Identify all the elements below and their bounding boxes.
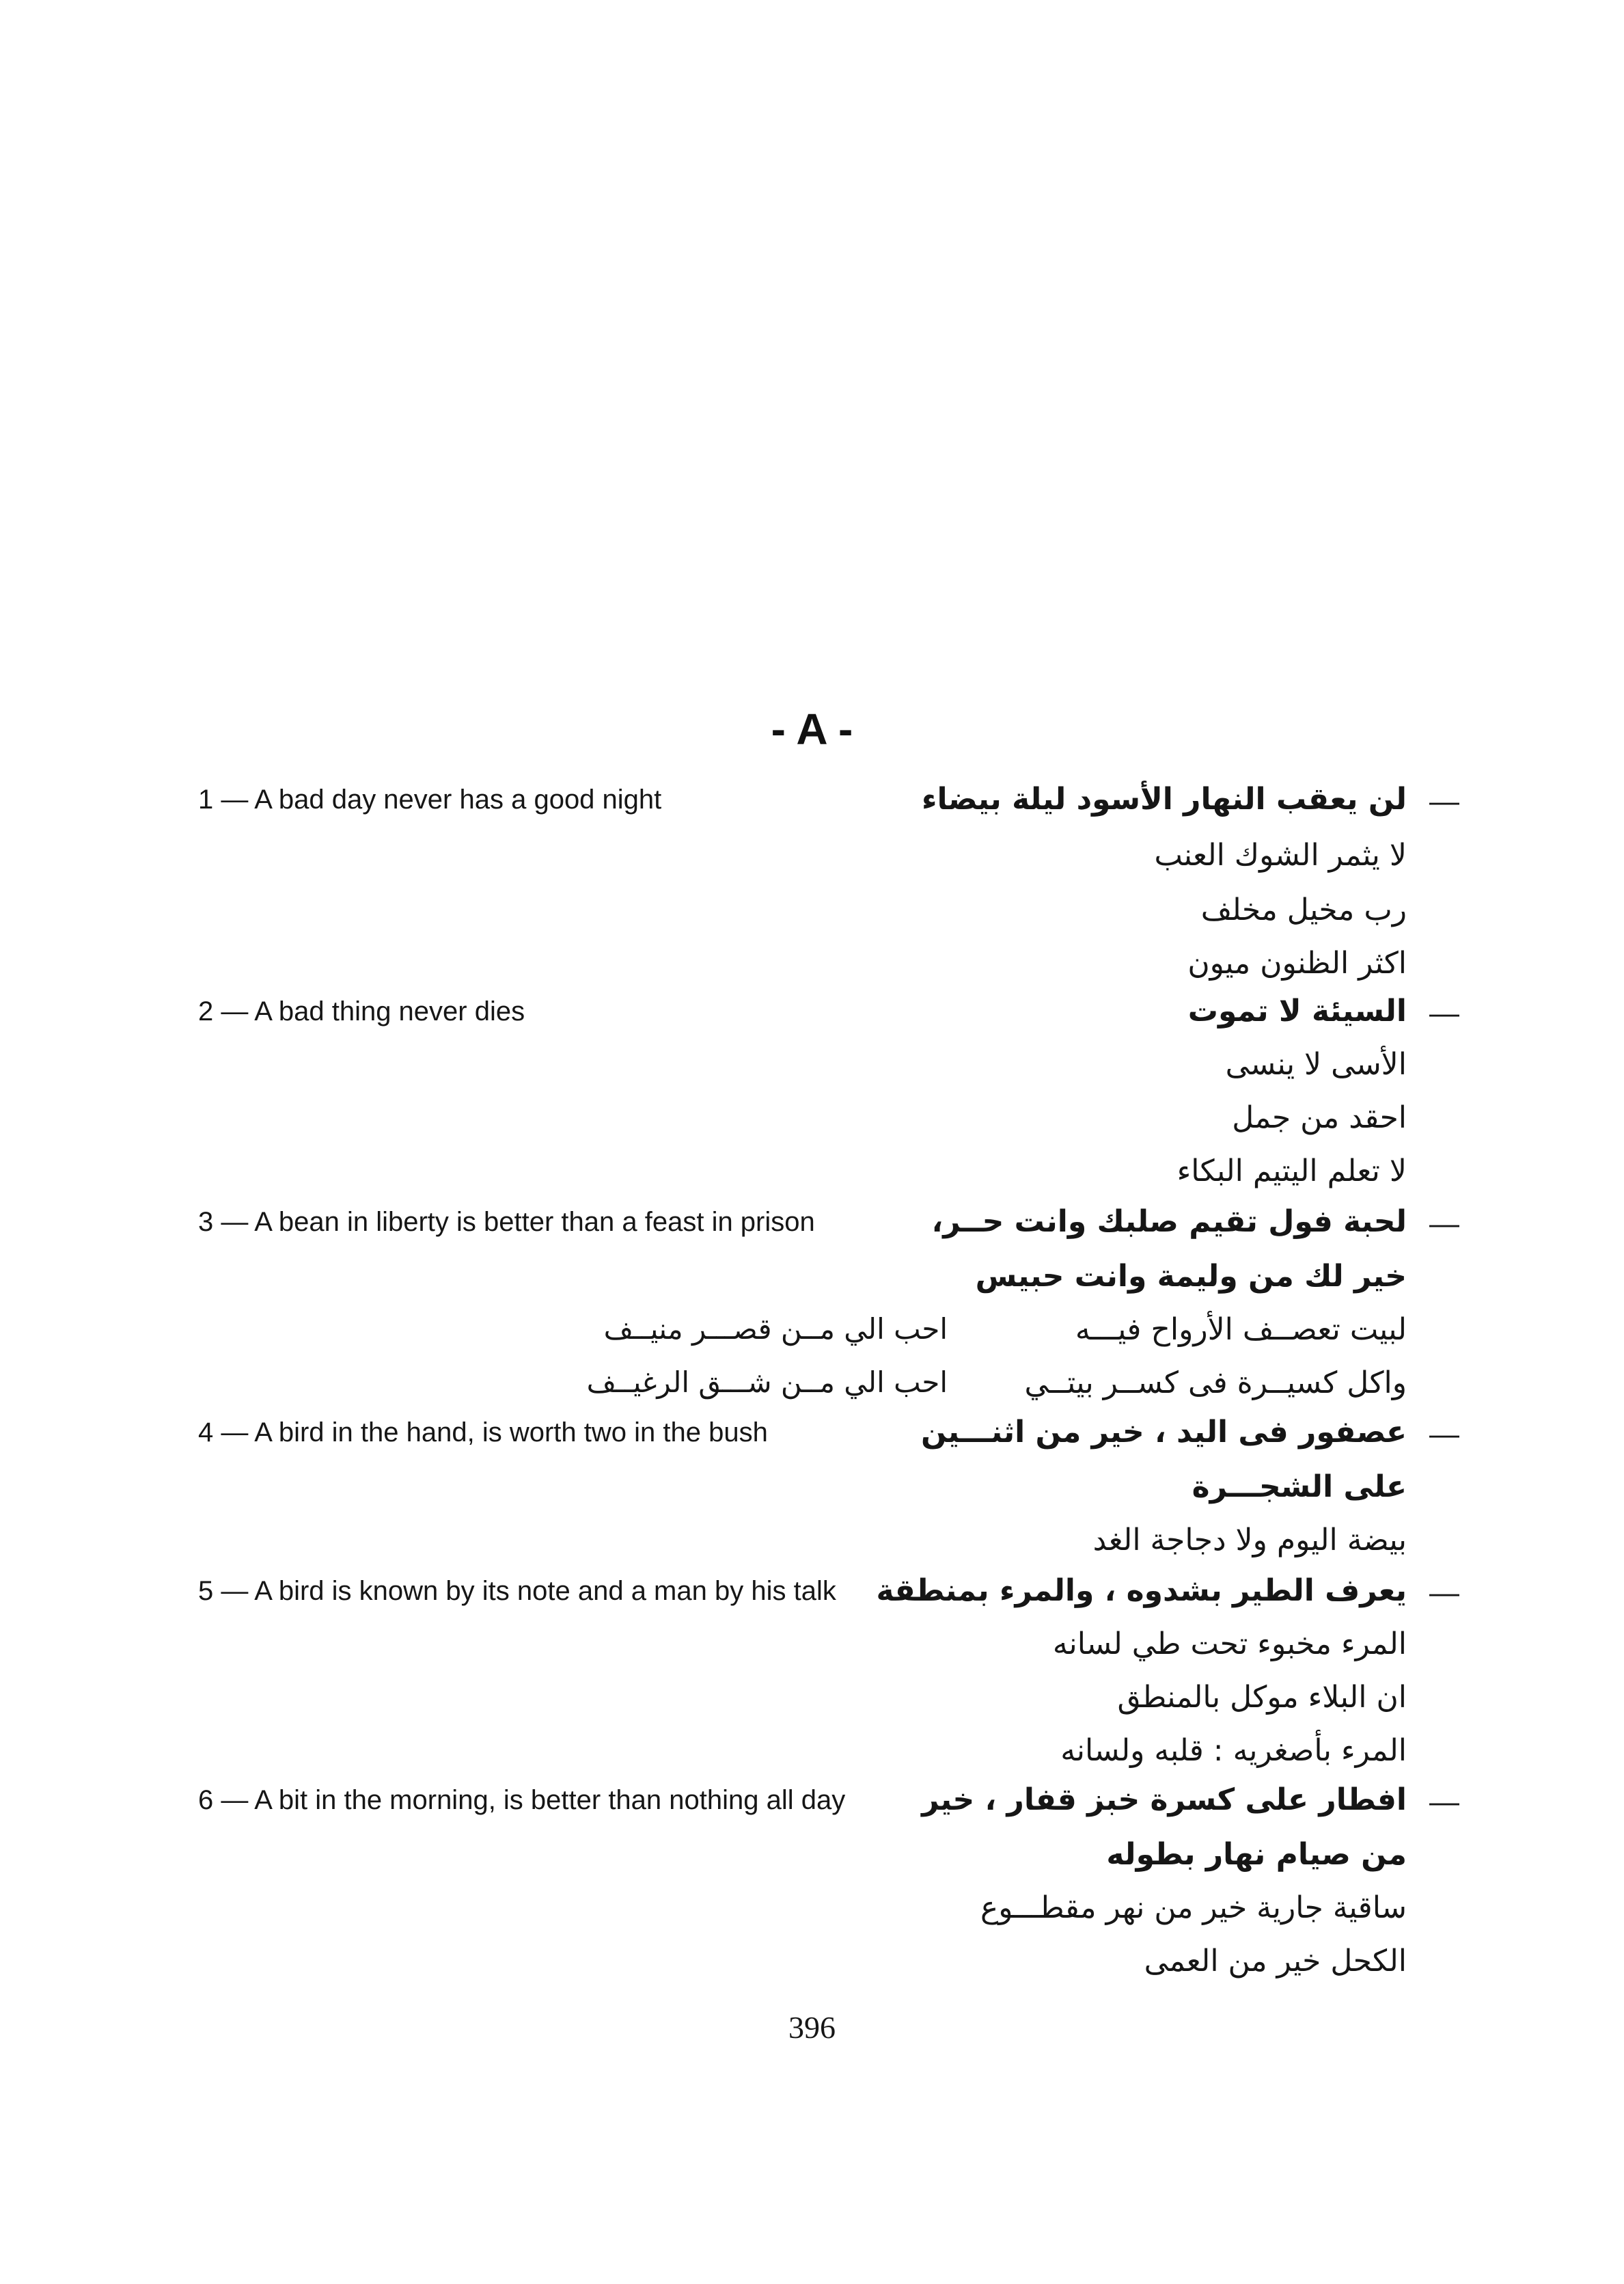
arabic-variant: المرء مخبوء تحت طي لسانه: [1052, 1627, 1407, 1661]
arabic-variant: لا يثمر الشوك العنب: [1154, 838, 1407, 873]
arabic-proverb-2: السيئة لا تموت: [1187, 994, 1407, 1029]
english-proverb-2: 2 — A bad thing never dies: [198, 996, 525, 1027]
arabic-proverb-3-cont: خير لك من وليمة وانت حبيس: [975, 1259, 1407, 1294]
arabic-proverb-6: افطار على كسرة خبز قفار ، خير: [922, 1782, 1407, 1817]
english-proverb-6: 6 — A bit in the morning, is better than nothing all day: [198, 1785, 846, 1815]
entry-dash-3: —: [1429, 1207, 1459, 1240]
arabic-variant: لا تعلم اليتيم البكاء: [1176, 1154, 1407, 1188]
arabic-proverb-4: عصفور فى اليد ، خير من اثنـــين: [920, 1415, 1407, 1450]
poem-hemistich-left: احب الي مــن قصـــر منيــف: [603, 1312, 948, 1346]
entry-dash-1: —: [1429, 785, 1459, 818]
arabic-variant: ان البلاء موكل بالمنطق: [1117, 1680, 1407, 1715]
arabic-variant: الأسى لا ينسى: [1225, 1047, 1407, 1082]
entry-dash-2: —: [1429, 996, 1459, 1030]
arabic-variant: المرء بأصغريه : قلبه ولسانه: [1060, 1733, 1407, 1768]
page-number: 396: [788, 2010, 836, 2045]
section-heading: - A -: [771, 705, 853, 754]
arabic-proverb-4-cont: على الشجـــرة: [1192, 1469, 1407, 1504]
arabic-proverb-3: لحبة فول تقيم صلبك وانت حــر،: [931, 1204, 1407, 1239]
arabic-proverb-1: لن يعقب النهار الأسود ليلة بيضاء: [921, 782, 1407, 817]
poem-hemistich-right: واكل كسيــرة فى كســر بيتــي: [1024, 1365, 1407, 1400]
arabic-variant: الكحل خير من العمى: [1144, 1944, 1407, 1979]
english-proverb-1: 1 — A bad day never has a good night: [198, 785, 662, 815]
english-proverb-3: 3 — A bean in liberty is better than a feast in prison: [198, 1207, 815, 1237]
arabic-variant: بيضة اليوم ولا دجاجة الغد: [1092, 1523, 1407, 1558]
entry-dash-6: —: [1429, 1785, 1459, 1819]
arabic-variant: ساقية جارية خير من نهر مقطـــوع: [980, 1890, 1407, 1925]
poem-hemistich-left: احب الي مــن شـــق الرغيــف: [586, 1365, 948, 1399]
english-proverb-4: 4 — A bird in the hand, is worth two in the bush: [198, 1417, 768, 1447]
poem-hemistich-right: لبيت تعصــف الأرواح فيـــه: [1075, 1312, 1407, 1347]
english-proverb-5: 5 — A bird is known by its note and a man by his talk: [198, 1576, 836, 1606]
entry-dash-4: —: [1429, 1417, 1459, 1451]
arabic-variant: اكثر الظنون ميون: [1187, 946, 1407, 981]
arabic-variant: رب مخيل مخلف: [1200, 893, 1407, 927]
arabic-proverb-6-cont: من صيام نهار بطوله: [1106, 1837, 1407, 1872]
arabic-proverb-5: يعرف الطير بشدوه ، والمرء بمنطقة: [876, 1573, 1407, 1608]
arabic-variant: احقد من جمل: [1232, 1100, 1407, 1135]
entry-dash-5: —: [1429, 1576, 1459, 1609]
